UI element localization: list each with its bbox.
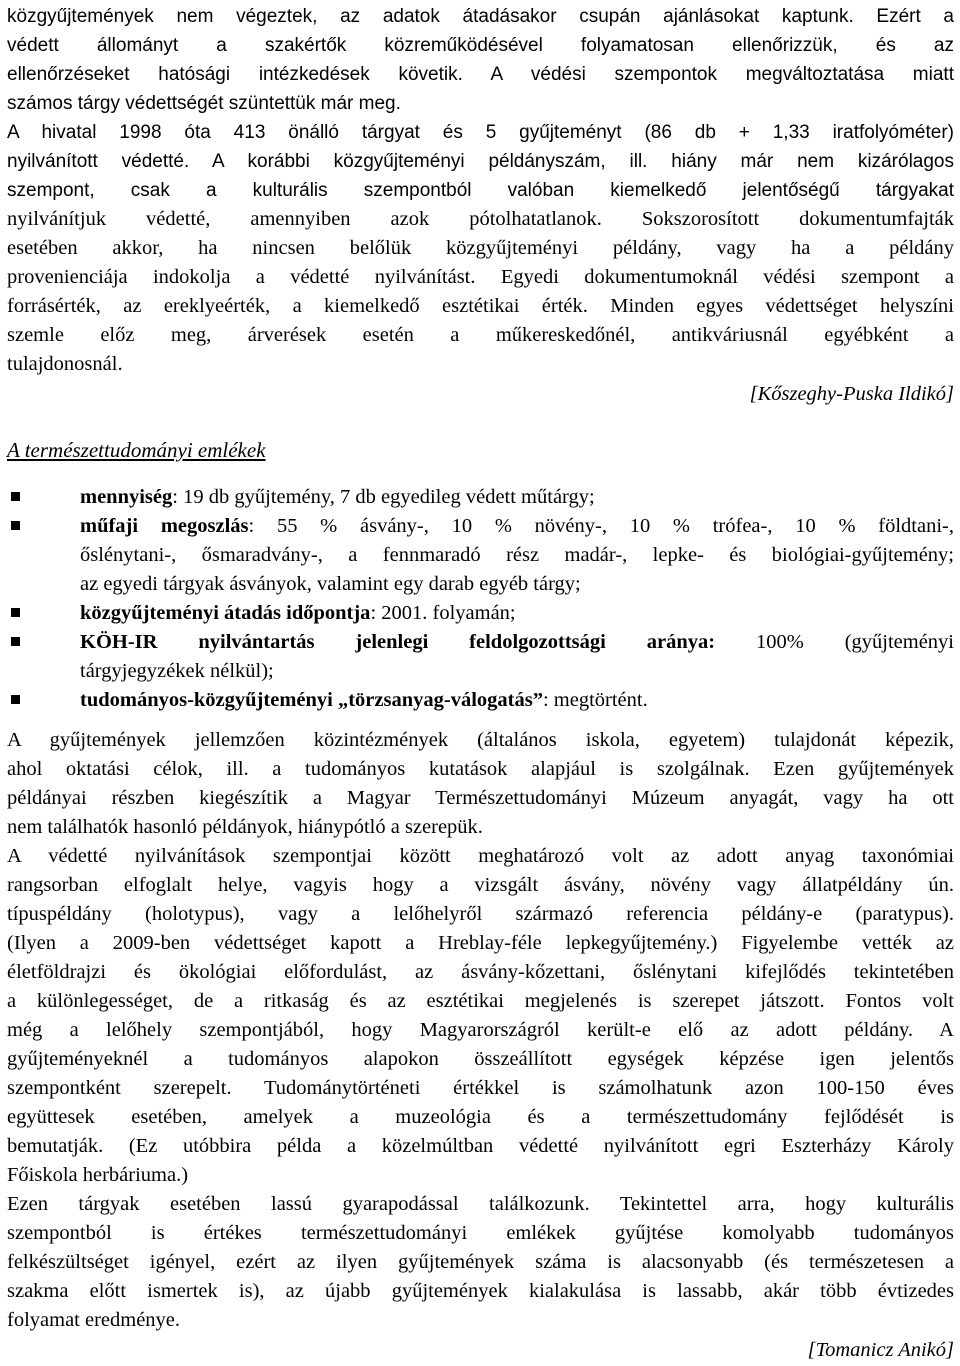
text-line: szemle előz meg, árverések esetén a műkereskedőnél, antikváriusnál egyébként a xyxy=(7,324,954,346)
text-line: együttesek esetében, amelyek a muzeológia és a természettudomány fejlődését is xyxy=(7,1106,954,1128)
text-line: számos tárgy védettségét szüntettük már meg. xyxy=(7,93,401,114)
section-heading: A természettudományi emlékek xyxy=(7,438,266,462)
text-line: provenienciája indokolja a védetté nyilvánítást. Egyedi dokumentumoknál védési szempont a xyxy=(7,266,954,288)
item-label: KÖH-IR nyilvántartás jelenlegi feldolgozottsági aránya: xyxy=(80,631,716,653)
text-line: forrásérték, az ereklyeérték, a kiemelkedő esztétikai érték. Minden egyes védettséget helyszíni xyxy=(7,295,954,317)
item-value: tárgyjegyzékek nélkül); xyxy=(80,660,274,682)
text-line: ellenőrzéseket hatósági intézkedések követik. A védési szempontok megváltoztatása miatt xyxy=(7,64,954,85)
item-value: 100% (gyűjteményi xyxy=(755,631,954,653)
item-value: 55 % ásvány-, 10 % növény-, 10 % trófea-, 10 % földtani-, xyxy=(276,515,954,537)
bullet-list xyxy=(7,483,954,715)
text-line: ahol oktatási célok, ill. a tudományos kutatások alapjául is szolgálnak. Ezen gyűjtemények xyxy=(7,758,954,780)
text-line: nem találhatók hasonló példányok, hiánypótló a szerepük. xyxy=(7,816,483,838)
author-signature: [Kőszeghy-Puska Ildikó] xyxy=(749,383,954,405)
text-line: példányai részben kiegészítik a Magyar Természettudományi Múzeum anyagát, vagy ha ott xyxy=(7,787,954,809)
text-line: nyilvánított védetté. A korábbi közgyűjteményi példányszám, ill. hiány már nem kizárólagos xyxy=(7,151,954,172)
text-line: típuspéldány (holotypus), vagy a lelőhelyről származó referencia példány-e (paratypus). xyxy=(7,903,954,925)
author-signature: [Tomanicz Anikó] xyxy=(807,1339,954,1361)
list-item xyxy=(7,483,954,512)
square-bullet-icon xyxy=(11,521,20,530)
text-line: közgyűjtemények nem végeztek, az adatok átadásakor csupán ajánlásokat kaptunk. Ezért a xyxy=(7,6,954,27)
text-line: A gyűjtemények jellemzően közintézmények (általános iskola, egyetem) tulajdonát képezik, xyxy=(7,729,954,751)
item-separator: : xyxy=(248,515,277,537)
text-line: felkészültséget igényel, ezért az ilyen gyűjtemények száma is alacsonyabb (és természetesen a xyxy=(7,1251,954,1273)
text-line: szempontból is értékes természettudományi emlékek gyűjtése komolyabb tudományos xyxy=(7,1222,954,1244)
text-line: gyűjteményeknél a tudományos alapokon összeállított egységek képzése igen jelentős xyxy=(7,1048,954,1070)
square-bullet-icon xyxy=(11,637,20,646)
text-line: bemutatják. (Ez utóbbira példa a közelmúltban védetté nyilvánított egri Eszterházy Károly xyxy=(7,1135,954,1157)
text-line: a különlegességet, de a ritkaság és az esztétikai megjelenés is szerepet játszott. Fontos volt xyxy=(7,990,954,1012)
item-separator: : xyxy=(370,602,382,624)
text-line: szakma előtt ismertek is), az újabb gyűjtemények kialakulása is lassabb, akár több évtizedes xyxy=(7,1280,954,1302)
square-bullet-icon xyxy=(11,695,20,704)
item-value: az egyedi tárgyak ásványok, valamint egy darab egyéb tárgy; xyxy=(80,573,581,595)
square-bullet-icon xyxy=(11,608,20,617)
text-line: szempontként szerepelt. Tudománytörténeti értékkel is számolhatunk azon 100-150 éves xyxy=(7,1077,954,1099)
text-line: életföldrajzi és ökológiai előfordulást, az ásvány-kőzettani, őslénytani kifejlődés tekintetében xyxy=(7,961,954,983)
text-line: védett állományt a szakértők közreműködésével folyamatosan ellenőrizzük, és az xyxy=(7,35,954,56)
list-item xyxy=(7,599,954,628)
text-line: esetében akkor, ha nincsen belőlük közgyűjteményi példány, vagy ha a példány xyxy=(7,237,954,259)
item-separator: : xyxy=(172,486,184,508)
text-line: folyamat eredménye. xyxy=(7,1309,181,1331)
list-item xyxy=(7,628,954,686)
text-line: (Ilyen a 2009-ben védettséget kapott a Hreblay-féle lepkegyűjtemény.) Figyelembe vették az xyxy=(7,932,954,954)
text-line: A hivatal 1998 óta 413 önálló tárgyat és 5 gyűjteményt (86 db + 1,33 iratfolyóméter) xyxy=(7,122,954,143)
square-bullet-icon xyxy=(11,492,20,501)
text-line: Ezen tárgyak esetében lassú gyarapodással találkozunk. Tekintettel arra, hogy kulturális xyxy=(7,1193,954,1215)
intro-paragraphs xyxy=(7,2,954,379)
list-item xyxy=(7,512,954,599)
list-item xyxy=(7,686,954,715)
text-line: szempont, csak a kulturális szempontból valóban kiemelkedő jelentőségű tárgyakat xyxy=(7,180,954,201)
document-page xyxy=(7,2,954,1366)
item-separator xyxy=(715,631,756,653)
item-label: közgyűjteményi átadás időpontja xyxy=(80,602,371,624)
item-separator: : xyxy=(542,689,554,711)
body-paragraphs xyxy=(7,726,954,1335)
text-line: Főiskola herbáriuma.) xyxy=(7,1164,189,1186)
item-label: tudományos-közgyűjteményi „törzsanyag-válogatás” xyxy=(80,689,543,711)
text-line: rangsorban elfoglalt helye, vagyis hogy a vizsgált ásvány, növény vagy állatpéldány ún. xyxy=(7,874,954,896)
item-value: 19 db gyűjtemény, 7 db egyedileg védett műtárgy; xyxy=(183,486,595,508)
item-label: műfaji megoszlás xyxy=(80,515,249,537)
text-line: A védetté nyilvánítások szempontjai között meghatározó volt az adott anyag taxonómiai xyxy=(7,845,954,867)
item-label: mennyiség xyxy=(80,486,173,508)
item-value: megtörtént. xyxy=(553,689,648,711)
item-value: 2001. folyamán; xyxy=(381,602,516,624)
text-line: még a lelőhely szempontjából, hogy Magyarországról került-e elő az adott példány. A xyxy=(7,1019,954,1041)
text-line: nyilvánítjuk védetté, amennyiben azok pótolhatatlanok. Sokszorosított dokumentumfajták xyxy=(7,208,954,230)
item-value: őslénytani-, ősmaradvány-, a fennmaradó rész madár-, lepke- és biológiai-gyűjtemény; xyxy=(80,544,954,566)
text-line: tulajdonosnál. xyxy=(7,353,123,375)
